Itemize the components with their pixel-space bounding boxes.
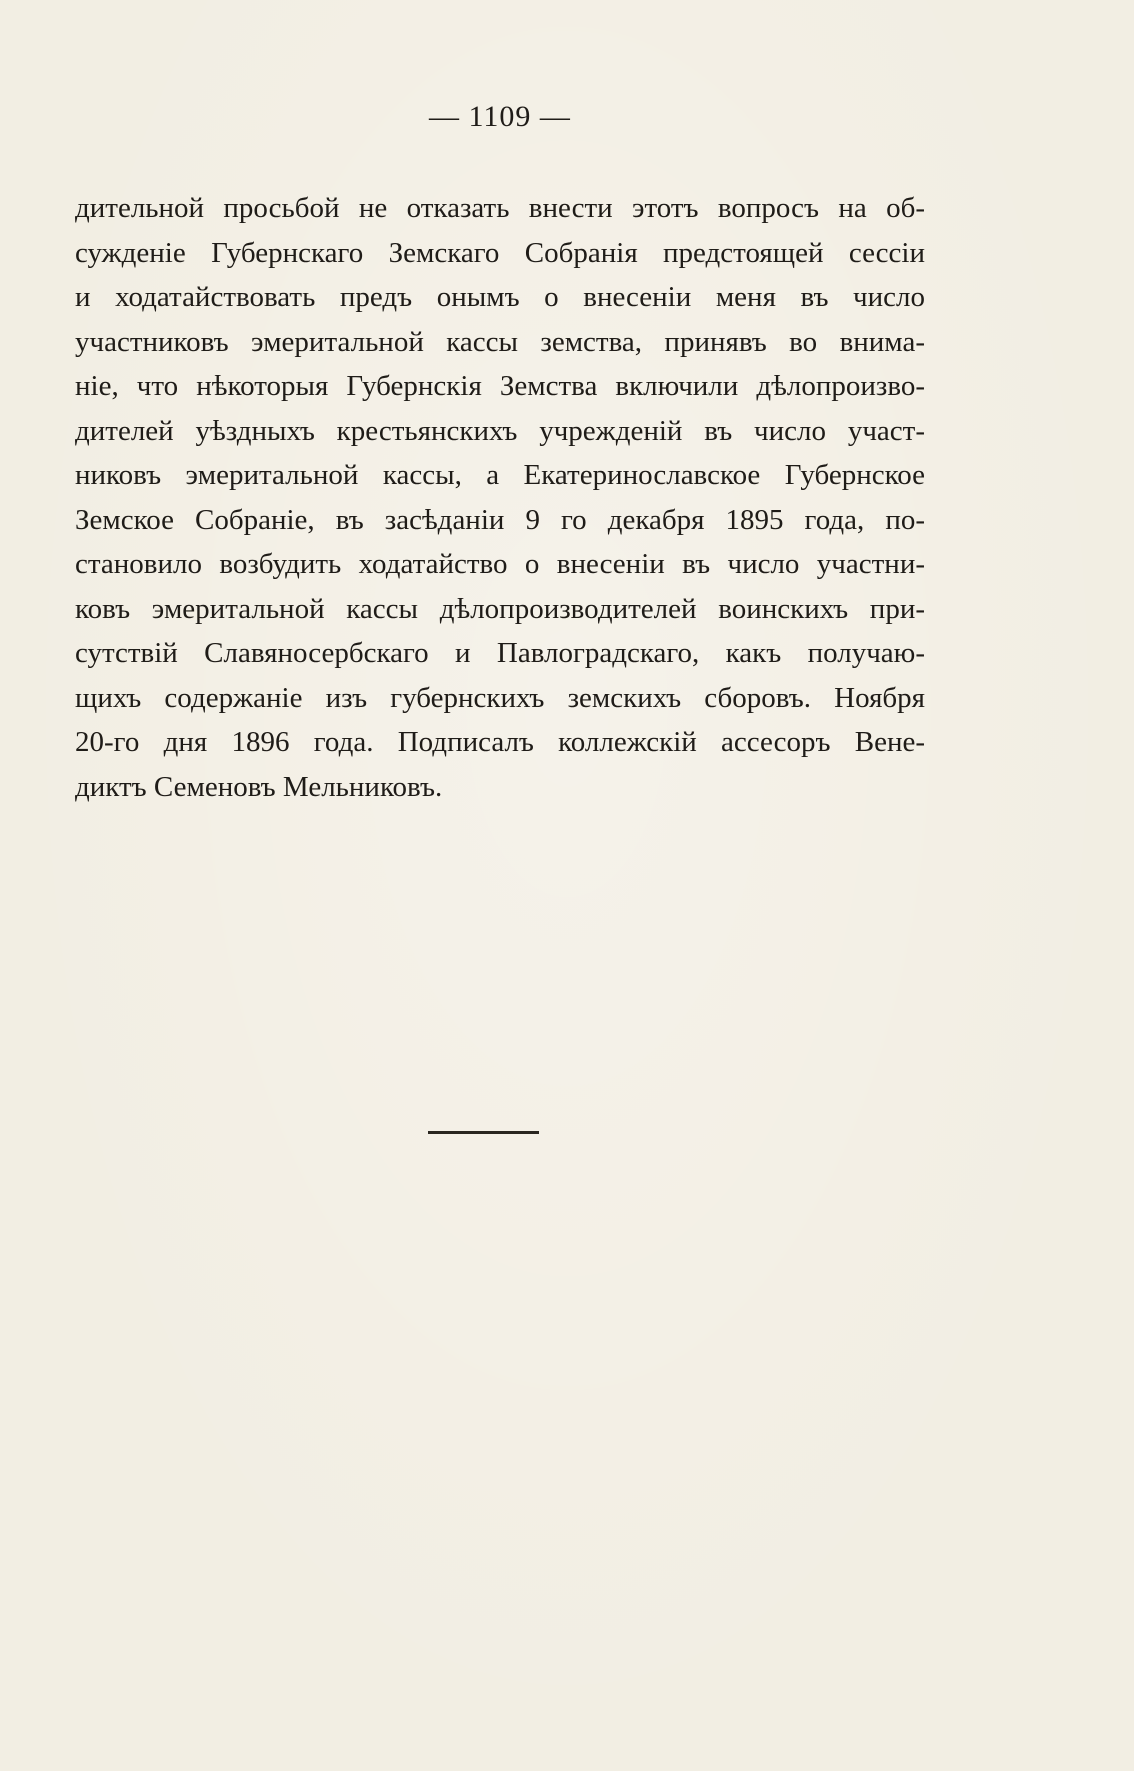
text-line: становило возбудить ходатайство о внесеніи въ число участни- [75,548,925,580]
text-line: Земское Собраніе, въ засѣданіи 9 го декабря 1895 года, по- [75,503,925,536]
section-divider-rule [428,1131,539,1134]
text-line: щихъ содержаніе изъ губернскихъ земскихъ сборовъ. Ноября [75,681,925,714]
text-line: ніе, что нѣкоторыя Губернскія Земства включили дѣлопроизво- [75,370,925,402]
text-line: участниковъ эмеритальной кассы земства, принявъ во внима- [75,325,925,358]
text-line: ковъ эмеритальной кассы дѣлопроизводителей воинскихъ при- [75,592,925,625]
text-line: сужденіе Губернскаго Земскаго Собранія предстоящей сессіи [75,236,925,269]
text-line: и ходатайствовать предъ онымъ о внесеніи меня въ число [75,281,925,313]
text-line: 20-го дня 1896 года. Подписалъ коллежскій ассесоръ Вене- [75,726,925,758]
text-line: дителей уѣздныхъ крестьянскихъ учрежденій въ число участ- [75,414,925,447]
text-line-last: диктъ Семеновъ Мельниковъ. [75,770,443,803]
page-number: — 1109 — [429,100,571,133]
text-line: дительной просьбой не отказать внести этотъ вопросъ на об- [75,192,925,224]
text-line: сутствій Славяносербскаго и Павлоградскаго, какъ получаю- [75,637,925,669]
body-text [75,186,925,809]
text-line: никовъ эмеритальной кассы, а Екатеринославское Губернское [75,459,925,491]
